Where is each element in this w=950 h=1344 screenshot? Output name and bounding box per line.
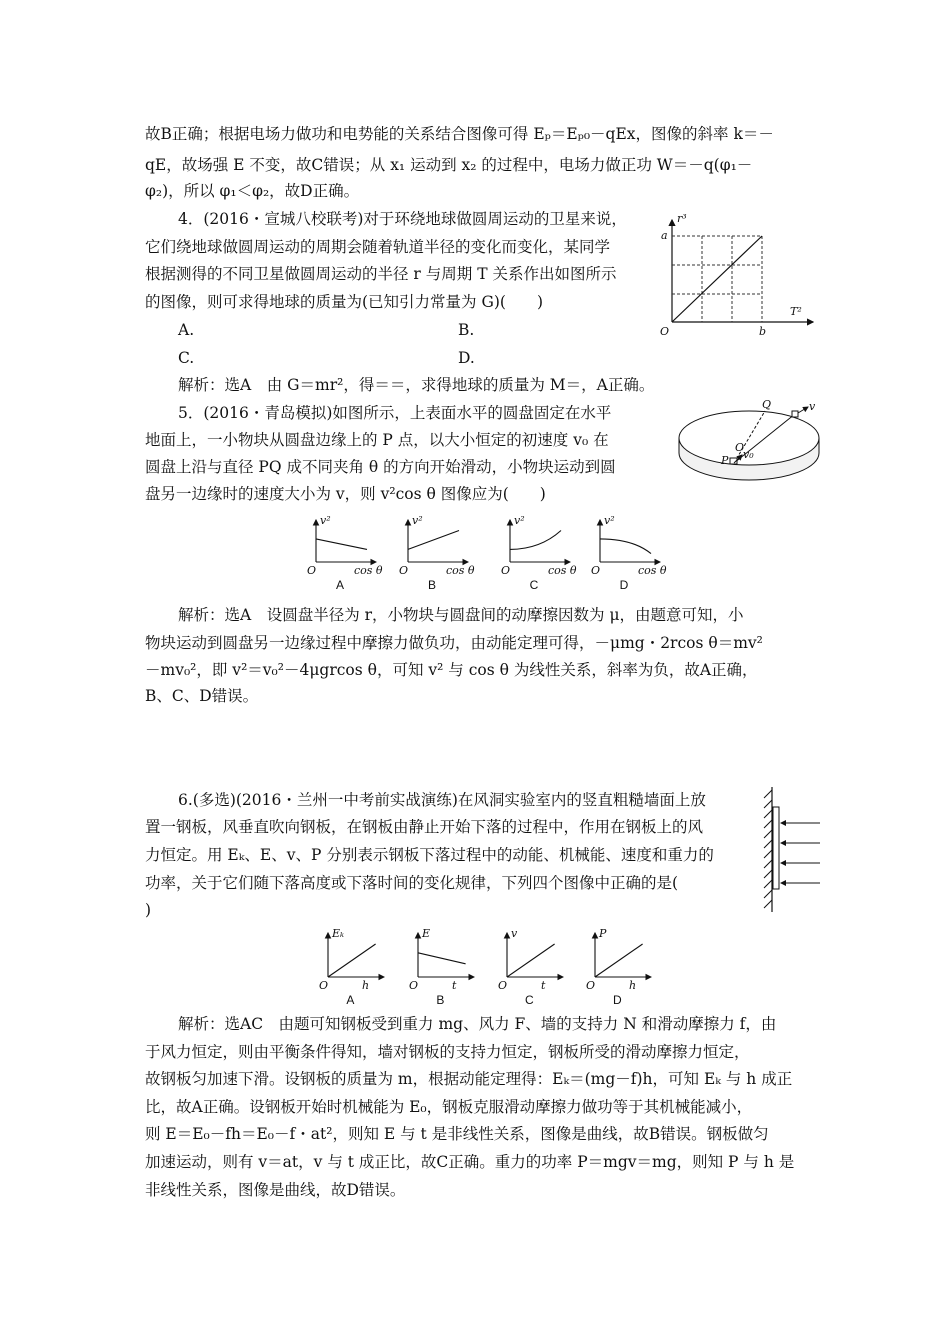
graph-caption: D <box>619 578 629 592</box>
question-6-line: 功率，关于它们随下落高度或下落时间的变化规律，下列四个图像中正确的是( <box>145 874 679 892</box>
graph-curve <box>408 531 459 550</box>
x-axis-label: h <box>629 979 637 992</box>
origin-label: O <box>501 564 511 577</box>
label-q: Q <box>762 398 772 411</box>
answer-6-line: 解析：选AC 由题可知钢板受到重力 mg、风力 F、墙的支持力 N 和滑动摩擦力 f，由 <box>178 1015 777 1033</box>
y-axis-label: r³ <box>677 212 687 225</box>
y-axis-label: v² <box>604 514 615 527</box>
graph-c <box>500 512 582 576</box>
question-4-line: 它们绕地球做圆周运动的周期会随着轨道半径的变化而变化，某同学 <box>145 238 611 256</box>
answer-5-line: 物块运动到圆盘另一边缘过程中摩擦力做负功，由动能定理可得，－μmg・2rcos θ＝mv² <box>145 634 763 652</box>
data-line <box>672 236 762 322</box>
text-line: φ₂)，所以 φ₁＜φ₂，故D正确。 <box>145 182 360 200</box>
y-axis-label: v <box>511 927 518 940</box>
question-4-line: 根据测得的不同卫星做圆周运动的半径 r 与周期 T 关系作出如图所示 <box>145 265 617 283</box>
question-6-line: 6.(多选)(2016・兰州一中考前实战演练)在风洞实验室内的竖直粗糙墙面上放 <box>178 791 706 809</box>
origin-label: O <box>399 564 409 577</box>
origin-label: O <box>586 979 596 992</box>
question-5-line: 圆盘上沿与直径 PQ 成不同夹角 θ 的方向开始滑动，小物块运动到圆 <box>145 458 616 476</box>
label-v: v <box>809 400 816 413</box>
x-tick-label: b <box>759 325 767 338</box>
question-5-line: 地面上，一小物块从圆盘边缘上的 P 点，以大小恒定的初速度 v₀ 在 <box>145 431 609 449</box>
graph-caption: B <box>436 993 445 1007</box>
answer-5-line: －mv₀²，即 v²＝v₀²－4μgrcos θ，可知 v² 与 cos θ 为线性关系，斜率为负，故A正确， <box>145 661 758 679</box>
graph-curve <box>600 539 651 554</box>
block <box>792 411 798 417</box>
answer-6-line: 非线性关系，图像是曲线，故D错误。 <box>145 1181 406 1199</box>
graph-caption: C <box>525 993 534 1007</box>
answer-5-line: 解析：选A 设圆盘半径为 r，小物块与圆盘间的动摩擦因数为 μ，由题意可知，小 <box>178 606 744 624</box>
x-axis-label: cos θ <box>548 564 577 577</box>
graph-curve <box>328 944 376 977</box>
origin-label: O <box>591 564 601 577</box>
label-p: P <box>721 454 729 467</box>
graph-curve <box>507 944 555 977</box>
y-axis-label: v² <box>320 514 331 527</box>
graph-d <box>585 925 663 991</box>
origin-label: O <box>409 979 419 992</box>
graph-curve <box>510 531 561 550</box>
question-6-line: ) <box>145 901 152 919</box>
y-axis-label: Eₖ <box>332 927 345 940</box>
x-axis-label: T² <box>790 305 802 318</box>
graph-curve <box>595 944 643 977</box>
origin-label: O <box>319 979 329 992</box>
graph-d <box>590 512 672 576</box>
answer-6-line: 比，故A正确。设钢板开始时机械能为 E₀，钢板克服滑动摩擦力做功等于其机械能减小， <box>145 1098 753 1116</box>
question-4-line: 的图像，则可求得地球的质量为(已知引力常量为 G)( ) <box>145 293 543 311</box>
graph-b <box>408 925 486 991</box>
graph-caption: A <box>335 578 344 592</box>
origin-label: O <box>660 325 670 338</box>
graph-c <box>497 925 575 991</box>
graph-a <box>318 925 396 991</box>
answer-6-line: 则 E＝E₀－fh＝E₀－f・at²，则知 E 与 t 是非线性关系，图像是曲线，故B错误。钢板做匀 <box>145 1125 769 1143</box>
x-axis-label: cos θ <box>354 564 383 577</box>
y-axis-label: E <box>422 927 431 940</box>
figure-disk <box>676 398 821 493</box>
x-axis-label: t <box>541 979 546 992</box>
text-line: qE，故场强 E 不变，故C错误；从 x₁ 运动到 x₂ 的过程中，电场力做正功 W＝－q(φ₁－ <box>145 156 753 174</box>
answer-6-line: 故钢板匀加速下滑。设钢板的质量为 m，根据动能定理得：Eₖ＝(mg－f)h，可知 Eₖ 与 h 成正 <box>145 1070 793 1088</box>
x-axis-label: h <box>362 979 370 992</box>
y-tick-label: a <box>661 229 668 242</box>
label-v0: v₀ <box>743 448 754 461</box>
text-line: 故B正确；根据电场力做功和电势能的关系结合图像可得 Eₚ＝Eₚ₀－qEx，图像的斜率 k＝－ <box>145 125 774 143</box>
steel-plate <box>773 807 779 889</box>
graph-caption: A <box>346 993 355 1007</box>
figure-r3-t2-graph <box>655 212 825 337</box>
answer-6-line: 加速运动，则有 v＝at，v 与 t 成正比，故C正确。重力的功率 P＝mgv＝mg，则知 P 与 h 是 <box>145 1153 795 1171</box>
graph-curve <box>316 539 367 550</box>
answer-6-line: 于风力恒定，则由平衡条件得知，墙对钢板的支持力恒定，钢板所受的滑动摩擦力恒定， <box>145 1043 750 1061</box>
graph-a <box>306 512 388 576</box>
option-b: B. <box>458 321 475 339</box>
graph-caption: D <box>613 993 622 1007</box>
option-c: C. <box>178 349 195 367</box>
question-6-line: 力恒定。用 Eₖ、E、v、P 分别表示钢板下落过程中的动能、机械能、速度和重力的 <box>145 846 714 864</box>
graph-caption: C <box>529 578 539 592</box>
graph-b <box>398 512 480 576</box>
origin-label: O <box>498 979 508 992</box>
graph-curve <box>418 953 466 964</box>
x-axis-label: cos θ <box>638 564 667 577</box>
y-axis-label: P <box>599 927 607 940</box>
question-5-line: 盘另一边缘时的速度大小为 v，则 v²cos θ 图像应为( ) <box>145 485 546 503</box>
y-axis-label: v² <box>514 514 525 527</box>
graph-caption: B <box>427 578 436 592</box>
option-d: D. <box>458 349 475 367</box>
label-o: O <box>735 441 745 454</box>
y-axis-label: v² <box>412 514 423 527</box>
question-5-line: 5．(2016・青岛模拟)如图所示，上表面水平的圆盘固定在水平 <box>178 404 612 422</box>
x-axis-label: t <box>452 979 457 992</box>
origin-label: O <box>307 564 317 577</box>
question-4-line: 4．(2016・宣城八校联考)对于环绕地球做圆周运动的卫星来说， <box>178 210 627 228</box>
answer-5-line: B、C、D错误。 <box>145 687 259 705</box>
question-6-line: 置一钢板，风垂直吹向钢板，在钢板由静止开始下落的过程中，作用在钢板上的风 <box>145 818 704 836</box>
option-a: A. <box>178 321 195 339</box>
answer-4: 解析：选A 由 G＝mr²，得＝＝，求得地球的质量为 M＝，A正确。 <box>178 376 655 394</box>
x-axis-label: cos θ <box>446 564 475 577</box>
figure-wind-wall <box>760 785 822 915</box>
